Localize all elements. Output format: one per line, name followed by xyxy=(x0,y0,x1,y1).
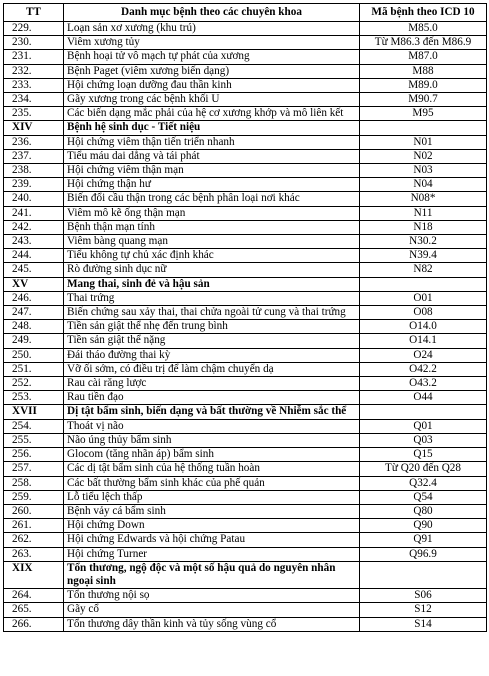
icd-code: Q54 xyxy=(360,490,487,504)
disease-name: Các biến dạng mắc phải của hệ cơ xương khớp và mô liên kết xyxy=(64,107,360,121)
row-number: 252. xyxy=(4,377,64,391)
table-row xyxy=(4,547,487,561)
header-tt: TT xyxy=(4,4,64,22)
table-row xyxy=(4,617,487,631)
table-row xyxy=(4,178,487,192)
disease-name: Glocom (tăng nhãn áp) bẩm sinh xyxy=(64,448,360,462)
table-row xyxy=(4,192,487,206)
row-number: 235. xyxy=(4,107,64,121)
table-body xyxy=(4,22,487,632)
icd-code: N18 xyxy=(360,220,487,234)
table-row xyxy=(4,93,487,107)
disease-name: Tổn thương nội sọ xyxy=(64,589,360,603)
table-row xyxy=(4,50,487,64)
disease-name: Viêm bàng quang mạn xyxy=(64,235,360,249)
icd-code: Q91 xyxy=(360,533,487,547)
disease-name: Biến đổi cầu thận trong các bệnh phân loại nơi khác xyxy=(64,192,360,206)
icd-code: Q32.4 xyxy=(360,476,487,490)
table-row xyxy=(4,603,487,617)
icd-code: S06 xyxy=(360,589,487,603)
icd-code: O43.2 xyxy=(360,377,487,391)
row-number: 257. xyxy=(4,462,64,476)
disease-name: Rau cài răng lược xyxy=(64,377,360,391)
row-number: 266. xyxy=(4,617,64,631)
table-row xyxy=(4,320,487,334)
icd-code: Q03 xyxy=(360,433,487,447)
table-row xyxy=(4,377,487,391)
disease-name: Hội chứng viêm thận tiến triển nhanh xyxy=(64,135,360,149)
icd-code: N11 xyxy=(360,206,487,220)
icd-code: N08* xyxy=(360,192,487,206)
row-number: 237. xyxy=(4,149,64,163)
icd-code xyxy=(360,121,487,135)
table-row xyxy=(4,306,487,320)
table-row xyxy=(4,235,487,249)
row-number: 238. xyxy=(4,164,64,178)
disease-name: Tiền sản giật thể nhẹ đến trung bình xyxy=(64,320,360,334)
row-number: 260. xyxy=(4,504,64,518)
disease-name: Bệnh vảy cá bẩm sinh xyxy=(64,504,360,518)
disease-name: Gãy xương trong các bệnh khối U xyxy=(64,93,360,107)
icd-code: M89.0 xyxy=(360,78,487,92)
disease-name: Não úng thủy bẩm sinh xyxy=(64,433,360,447)
table-row xyxy=(4,533,487,547)
table-row xyxy=(4,433,487,447)
icd-disease-table xyxy=(3,3,487,632)
row-number: 263. xyxy=(4,547,64,561)
row-number: 253. xyxy=(4,391,64,405)
row-number: 256. xyxy=(4,448,64,462)
icd-code: N39.4 xyxy=(360,249,487,263)
row-number: XVII xyxy=(4,405,64,419)
icd-code: S14 xyxy=(360,617,487,631)
icd-code: O42.2 xyxy=(360,362,487,376)
table-row xyxy=(4,519,487,533)
icd-code: O44 xyxy=(360,391,487,405)
icd-code: N03 xyxy=(360,164,487,178)
section-row xyxy=(4,121,487,135)
section-row xyxy=(4,277,487,291)
table-row xyxy=(4,419,487,433)
row-number: 233. xyxy=(4,78,64,92)
table-row xyxy=(4,149,487,163)
row-number: 243. xyxy=(4,235,64,249)
table-row xyxy=(4,391,487,405)
disease-name: Gãy cổ xyxy=(64,603,360,617)
table-row xyxy=(4,36,487,50)
table-row xyxy=(4,504,487,518)
table-row xyxy=(4,589,487,603)
row-number: 242. xyxy=(4,220,64,234)
table-row xyxy=(4,476,487,490)
disease-name: Bệnh hoại tử vô mạch tự phát của xương xyxy=(64,50,360,64)
row-number: 265. xyxy=(4,603,64,617)
icd-code xyxy=(360,405,487,419)
icd-code: N04 xyxy=(360,178,487,192)
table-row xyxy=(4,334,487,348)
icd-code: M85.0 xyxy=(360,22,487,36)
table-row xyxy=(4,220,487,234)
icd-code: O24 xyxy=(360,348,487,362)
disease-name: Rò đường sinh dục nữ xyxy=(64,263,360,277)
disease-name: Hội chứng Turner xyxy=(64,547,360,561)
disease-name: Đái tháo đường thai kỳ xyxy=(64,348,360,362)
section-row xyxy=(4,561,487,588)
table-row xyxy=(4,348,487,362)
row-number: XIX xyxy=(4,561,64,588)
table-row xyxy=(4,206,487,220)
table-row xyxy=(4,22,487,36)
icd-code: N30.2 xyxy=(360,235,487,249)
row-number: 259. xyxy=(4,490,64,504)
disease-name: Tiền sản giật thể nặng xyxy=(64,334,360,348)
row-number: XIV xyxy=(4,121,64,135)
icd-code: O14.0 xyxy=(360,320,487,334)
icd-code: M95 xyxy=(360,107,487,121)
disease-name: Dị tật bẩm sinh, biến dạng và bất thường về Nhiễm sắc thể xyxy=(64,405,360,419)
disease-name: Hội chứng thận hư xyxy=(64,178,360,192)
disease-name: Các dị tật bẩm sinh của hệ thống tuần hoàn xyxy=(64,462,360,476)
disease-name: Biến chứng sau xảy thai, thai chửa ngoài tử cung và thai trứng xyxy=(64,306,360,320)
row-number: 245. xyxy=(4,263,64,277)
row-number: 229. xyxy=(4,22,64,36)
row-number: 248. xyxy=(4,320,64,334)
row-number: 261. xyxy=(4,519,64,533)
icd-code: O14.1 xyxy=(360,334,487,348)
row-number: 232. xyxy=(4,64,64,78)
icd-code: N01 xyxy=(360,135,487,149)
row-number: 247. xyxy=(4,306,64,320)
icd-code: S12 xyxy=(360,603,487,617)
disease-name: Bệnh hệ sinh dục - Tiết niệu xyxy=(64,121,360,135)
table-row xyxy=(4,78,487,92)
icd-code: M90.7 xyxy=(360,93,487,107)
icd-code: Từ M86.3 đến M86.9 xyxy=(360,36,487,50)
table-row xyxy=(4,462,487,476)
disease-name: Loạn sản xơ xương (khu trú) xyxy=(64,22,360,36)
table-row xyxy=(4,490,487,504)
row-number: 239. xyxy=(4,178,64,192)
disease-name: Vỡ ối sớm, có điều trị để làm chậm chuyển dạ xyxy=(64,362,360,376)
disease-name: Hội chứng Down xyxy=(64,519,360,533)
table-header-row xyxy=(4,4,487,22)
icd-code: M87.0 xyxy=(360,50,487,64)
icd-code xyxy=(360,277,487,291)
table-row xyxy=(4,448,487,462)
row-number: 234. xyxy=(4,93,64,107)
disease-name: Bệnh Paget (viêm xương biến dạng) xyxy=(64,64,360,78)
icd-code: Q15 xyxy=(360,448,487,462)
icd-code xyxy=(360,561,487,588)
icd-code: Từ Q20 đến Q28 xyxy=(360,462,487,476)
disease-name: Các bất thường bẩm sinh khác của phế quản xyxy=(64,476,360,490)
row-number: 254. xyxy=(4,419,64,433)
table-row xyxy=(4,291,487,305)
row-number: 240. xyxy=(4,192,64,206)
row-number: 251. xyxy=(4,362,64,376)
disease-name: Rau tiền đạo xyxy=(64,391,360,405)
row-number: 246. xyxy=(4,291,64,305)
icd-code: Q96.9 xyxy=(360,547,487,561)
row-number: 258. xyxy=(4,476,64,490)
row-number: 255. xyxy=(4,433,64,447)
icd-code: M88 xyxy=(360,64,487,78)
disease-name: Tổn thương, ngộ độc và một số hậu quả do nguyên nhân ngoại sinh xyxy=(64,561,360,588)
icd-table-container xyxy=(3,3,486,632)
header-disease-name: Danh mục bệnh theo các chuyên khoa xyxy=(64,4,360,22)
icd-code: Q80 xyxy=(360,504,487,518)
disease-name: Thai trứng xyxy=(64,291,360,305)
icd-code: Q01 xyxy=(360,419,487,433)
table-row xyxy=(4,135,487,149)
table-row xyxy=(4,249,487,263)
icd-code: Q90 xyxy=(360,519,487,533)
disease-name: Thoát vị não xyxy=(64,419,360,433)
disease-name: Mang thai, sinh đẻ và hậu sản xyxy=(64,277,360,291)
row-number: 250. xyxy=(4,348,64,362)
row-number: 241. xyxy=(4,206,64,220)
icd-code: O01 xyxy=(360,291,487,305)
disease-name: Lỗ tiểu lệch thấp xyxy=(64,490,360,504)
disease-name: Viêm xương tủy xyxy=(64,36,360,50)
disease-name: Hội chứng Edwards và hội chứng Patau xyxy=(64,533,360,547)
row-number: 244. xyxy=(4,249,64,263)
table-row xyxy=(4,164,487,178)
table-row xyxy=(4,362,487,376)
row-number: 262. xyxy=(4,533,64,547)
row-number: 264. xyxy=(4,589,64,603)
header-icd-code: Mã bệnh theo ICD 10 xyxy=(360,4,487,22)
icd-code: N82 xyxy=(360,263,487,277)
disease-name: Tiểu không tự chủ xác định khác xyxy=(64,249,360,263)
row-number: 249. xyxy=(4,334,64,348)
icd-code: O08 xyxy=(360,306,487,320)
row-number: 236. xyxy=(4,135,64,149)
disease-name: Tiểu máu dai dẳng và tái phát xyxy=(64,149,360,163)
table-row xyxy=(4,107,487,121)
icd-code: N02 xyxy=(360,149,487,163)
row-number: 231. xyxy=(4,50,64,64)
table-row xyxy=(4,64,487,78)
disease-name: Bệnh thận mạn tính xyxy=(64,220,360,234)
disease-name: Hội chứng loạn dưỡng đau thần kinh xyxy=(64,78,360,92)
row-number: XV xyxy=(4,277,64,291)
disease-name: Viêm mô kẽ ống thận mạn xyxy=(64,206,360,220)
disease-name: Tổn thương dây thần kinh và tủy sống vùng cổ xyxy=(64,617,360,631)
disease-name: Hội chứng viêm thận mạn xyxy=(64,164,360,178)
section-row xyxy=(4,405,487,419)
table-row xyxy=(4,263,487,277)
row-number: 230. xyxy=(4,36,64,50)
